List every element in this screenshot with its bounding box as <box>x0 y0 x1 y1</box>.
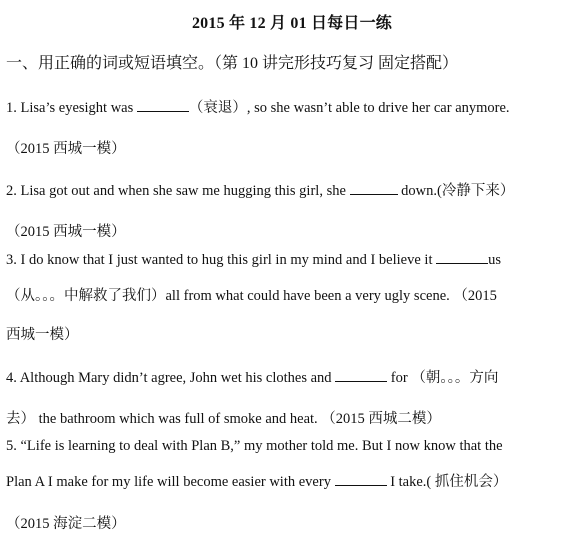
question-1-blank[interactable] <box>137 99 189 112</box>
question-2-text-b: down.(冷静下来） <box>397 183 515 199</box>
question-1-text-a: 1. Lisa’s eyesight was <box>6 100 137 116</box>
question-2-line-1 <box>6 179 514 200</box>
question-1-source: （2015 西城一模） <box>6 141 126 157</box>
question-3-text-b: us <box>488 252 502 268</box>
page-title: 2015 年 12 月 01 日每日一练 <box>191 15 392 32</box>
question-5-line-2 <box>6 470 507 491</box>
question-1-line-1 <box>6 96 510 117</box>
question-4-line-2: 去） the bathroom which was full of smoke and heat. （2015 西城二模） <box>6 411 441 427</box>
question-5-text-b: Plan A I make for my life will become easier with every <box>6 474 335 490</box>
question-3-line-3: 西城一模） <box>6 327 79 343</box>
question-4-text-a: 4. Although Mary didn’t agree, John wet his clothes and <box>6 370 336 386</box>
question-2-source: （2015 西城一模） <box>6 224 126 240</box>
question-4-text-b: for （朝。。。方向 <box>387 370 499 386</box>
question-3-line-2: （从。。。中解救了我们）all from what could have been a very ugly scene. （2015 <box>6 288 497 304</box>
question-1-text-b: （衰退）, so she wasn’t able to drive her car anymore. <box>188 100 510 116</box>
question-2-blank[interactable] <box>350 182 398 195</box>
question-5-line-1: 5. “Life is learning to deal with Plan B,” my mother told me. But I now know that the <box>6 438 503 454</box>
question-5-blank[interactable] <box>335 473 387 486</box>
question-2-text-a: 2. Lisa got out and when she saw me hugging this girl, she <box>6 183 350 199</box>
question-3-text-a: 3. I do know that I just wanted to hug this girl in my mind and I believe it <box>6 252 437 268</box>
question-5-text-c: I take.( 抓住机会） <box>386 474 508 490</box>
section-heading: 一、用正确的词或短语填空。（第 10 讲完形技巧复习 固定搭配） <box>6 55 459 72</box>
question-3-line-1 <box>6 251 501 269</box>
question-3-blank[interactable] <box>436 251 488 264</box>
question-5-source: （2015 海淀二模） <box>6 516 126 532</box>
question-4-blank[interactable] <box>335 369 387 382</box>
question-4-line-1 <box>6 366 498 387</box>
